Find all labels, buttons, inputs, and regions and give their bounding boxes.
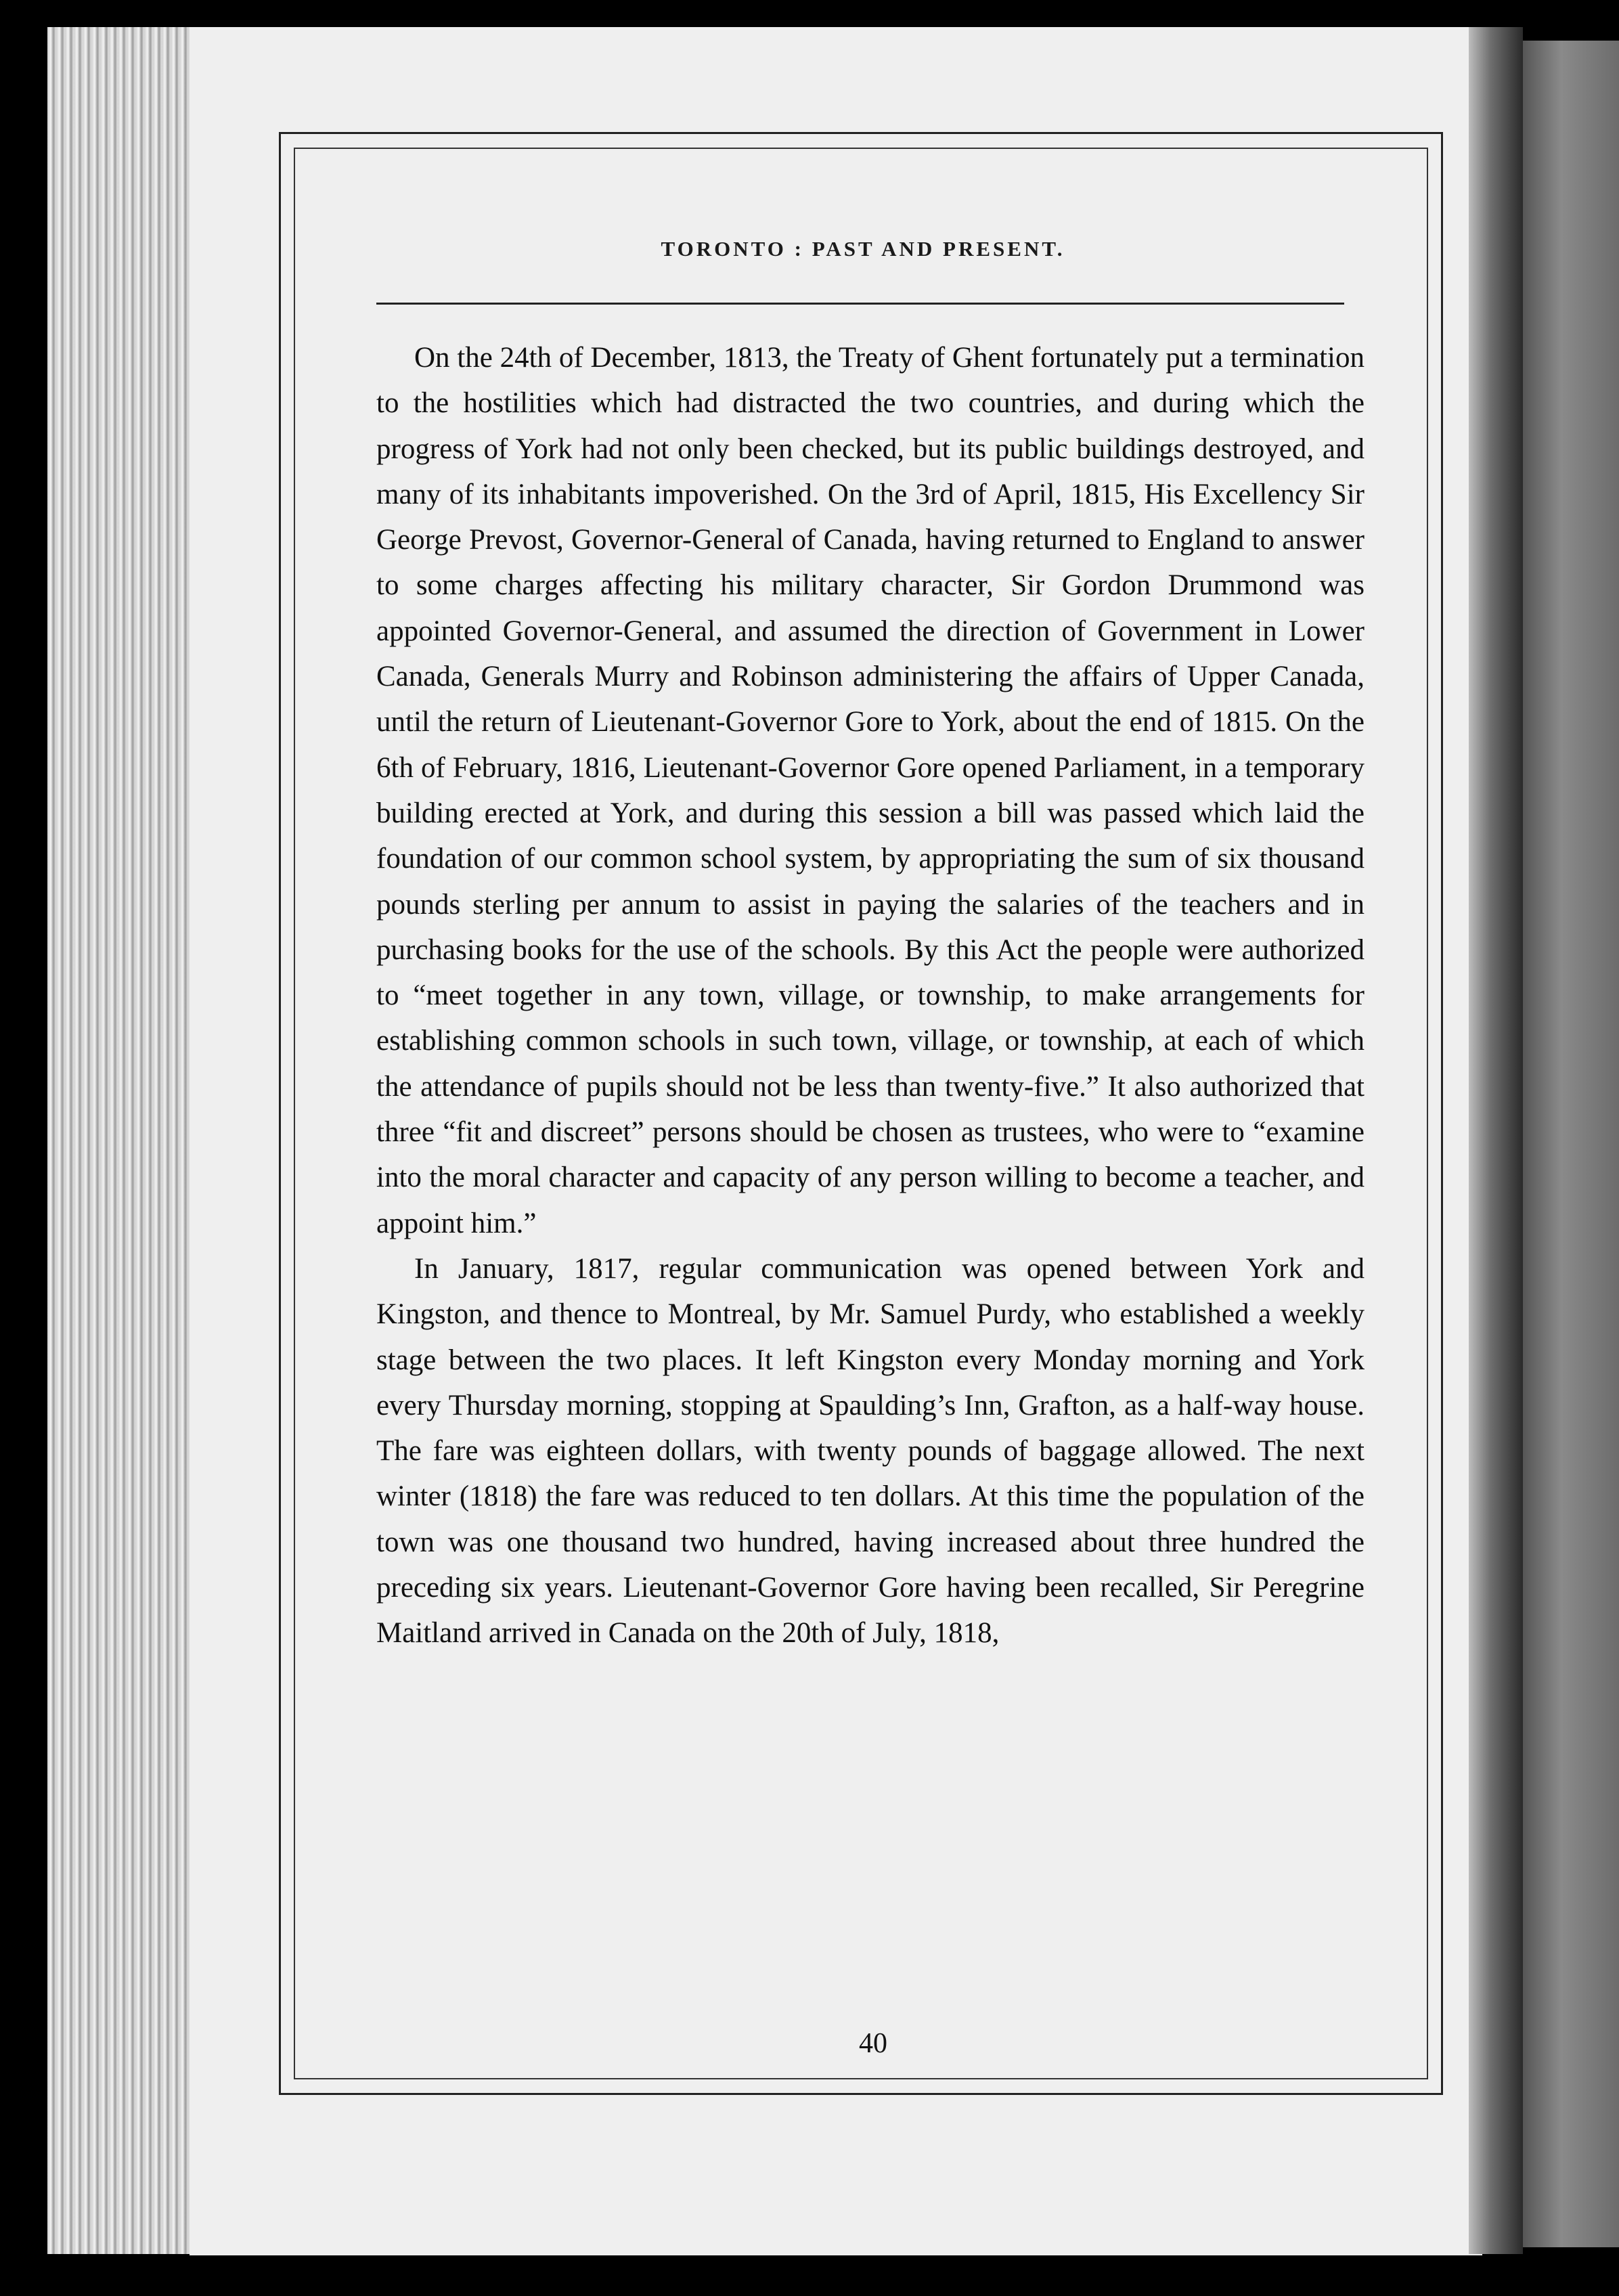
body-paragraph: In January, 1817, regular communication was opened between York and Kingston, and thence to Montreal, by Mr. Samuel Purdy, who established a weekly stage between the two places. It left Kingston every Monday morning and York every Thursday morning, stopping at Spaulding’s Inn, Grafton, as a half-way house. The fare was eighteen dollars, with twenty pounds of baggage allowed. The next winter (1818) the fare was reduced to ten dollars. At this time the population of the town was one thousand two hundred, having increased about three hundred the preceding six years. Lieutenant-Governor Gore having been recalled, Sir Peregrine Maitland arrived in Canada on the 20th of July, 1818, (376, 1252, 1365, 1650)
running-header: TORONTO : PAST AND PRESENT. (661, 237, 1065, 261)
page-number: 40 (859, 2028, 887, 2059)
page-edges (47, 27, 196, 2254)
header-rule (376, 303, 1344, 305)
page-body (376, 335, 1365, 1656)
facing-page (1523, 41, 1619, 2247)
book-gutter (1469, 27, 1523, 2254)
body-paragraph: On the 24th of December, 1813, the Treaty of Ghent fortunately put a termination to the hostilities which had distracted the two countries, and during which the progress of York had not only been checked, but its public buildings destroyed, and many of its inhabitants impoverished. On the 3rd of April, 1815, His Excellency Sir George Prevost, Governor-General of Canada, having returned to England to answer to some charges affecting his military character, Sir Gordon Drummond was appointed Governor-General, and assumed the direction of Government in Lower Canada, Generals Murry and Robinson administering the affairs of Upper Canada, until the return of Lieutenant-Governor Gore to York, about the end of 1815. On the 6th of February, 1816, Lieutenant-Governor Gore opened Parliament, in a temporary building erected at York, and during this session a bill was passed which laid the foundation of our common school system, by appropriating the sum of six thousand pounds sterling per annum to assist in paying the salaries of the teachers and in purchasing books for the use of the schools. By this Act the people were authorized to “meet together in any town, village, or township, to make arrangements for establishing common schools in such town, village, or township, at each of which the attendance of pupils should not be less than twenty-five.” It also authorized that three “fit and discreet” persons should be chosen as trustees, who were to “examine into the moral character and capacity of any person willing to become a teacher, and appoint him.” (376, 342, 1365, 1239)
